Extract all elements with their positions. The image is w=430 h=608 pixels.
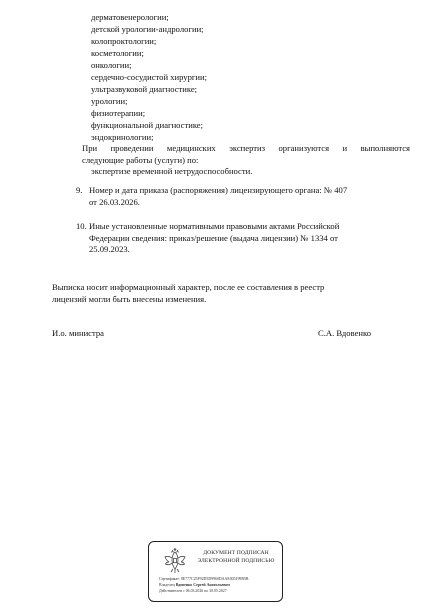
item-10-number: 10.	[76, 221, 87, 231]
electronic-signature-stamp	[148, 541, 283, 602]
expertise-line-2: следующие работы (услуги) по:	[82, 154, 199, 165]
expertise-line-1: При проведении медицинских экспертиз организуются и выполняются	[82, 143, 410, 153]
signatory-position: И.о. министра	[52, 328, 104, 338]
item-9-line-2: от 26.03.2026.	[89, 196, 140, 207]
item-10-line-3: 25.09.2023.	[89, 244, 130, 255]
stamp-owner-name: Вдовенко Сергей Анатольевич	[175, 583, 230, 587]
stamp-owner	[159, 583, 230, 587]
notice-line-1: Выписка носит информационный характер, после ее составления в реестр	[52, 282, 325, 292]
stamp-title-line-2: ЭЛЕКТРОННОЙ ПОДПИСЬЮ	[197, 558, 275, 564]
specialty-item: физиотерапии;	[91, 108, 146, 118]
expertise-paragraph	[82, 143, 410, 178]
specialty-item: функциональной диагностике;	[91, 120, 204, 130]
information-notice	[52, 282, 392, 305]
specialty-item: детской урологии-андрологии;	[91, 24, 204, 34]
coat-of-arms-icon	[163, 548, 187, 574]
item-10	[76, 221, 406, 259]
specialty-item: онкологии;	[91, 60, 132, 70]
specialty-item: дерматовенерологии;	[91, 12, 169, 22]
stamp-title-line-1: ДОКУМЕНТ ПОДПИСАН	[203, 550, 269, 556]
item-9	[76, 185, 406, 211]
item-10-line-1: Иные установленные нормативными правовыми актами Российской	[89, 221, 340, 231]
item-9-text	[89, 185, 347, 208]
expertise-line-3: экспертизе временной нетрудоспособности.	[91, 166, 253, 177]
stamp-certificate: Сертификат: 0E777C25F92D5D9960DAAE005199B5B	[159, 577, 249, 581]
specialty-item: сердечно-сосудистой хирургии;	[91, 72, 208, 82]
item-9-number: 9.	[76, 185, 83, 195]
item-10-line-2: Федерации сведения: приказ/решение (выдача лицензии) № 1334 от	[89, 232, 338, 243]
item-9-line-1: Номер и дата приказа (распоряжения) лицензирующего органа: № 407	[89, 185, 348, 195]
notice-line-2: лицензий могли быть внесены изменения.	[52, 293, 207, 304]
signatory-name: С.А. Вдовенко	[318, 328, 372, 338]
stamp-validity: Действителен с 06.03.2026 по 30.05.2027	[159, 589, 227, 593]
stamp-owner-label: Владелец	[159, 583, 175, 587]
specialty-item: урологии;	[91, 96, 128, 106]
item-10-text	[89, 221, 339, 256]
specialty-item: колопроктологии;	[91, 36, 157, 46]
specialty-item: косметологии;	[91, 48, 144, 58]
specialty-item: эндокринологии;	[91, 132, 154, 142]
specialty-item: ультразвуковой диагностике;	[91, 84, 198, 94]
